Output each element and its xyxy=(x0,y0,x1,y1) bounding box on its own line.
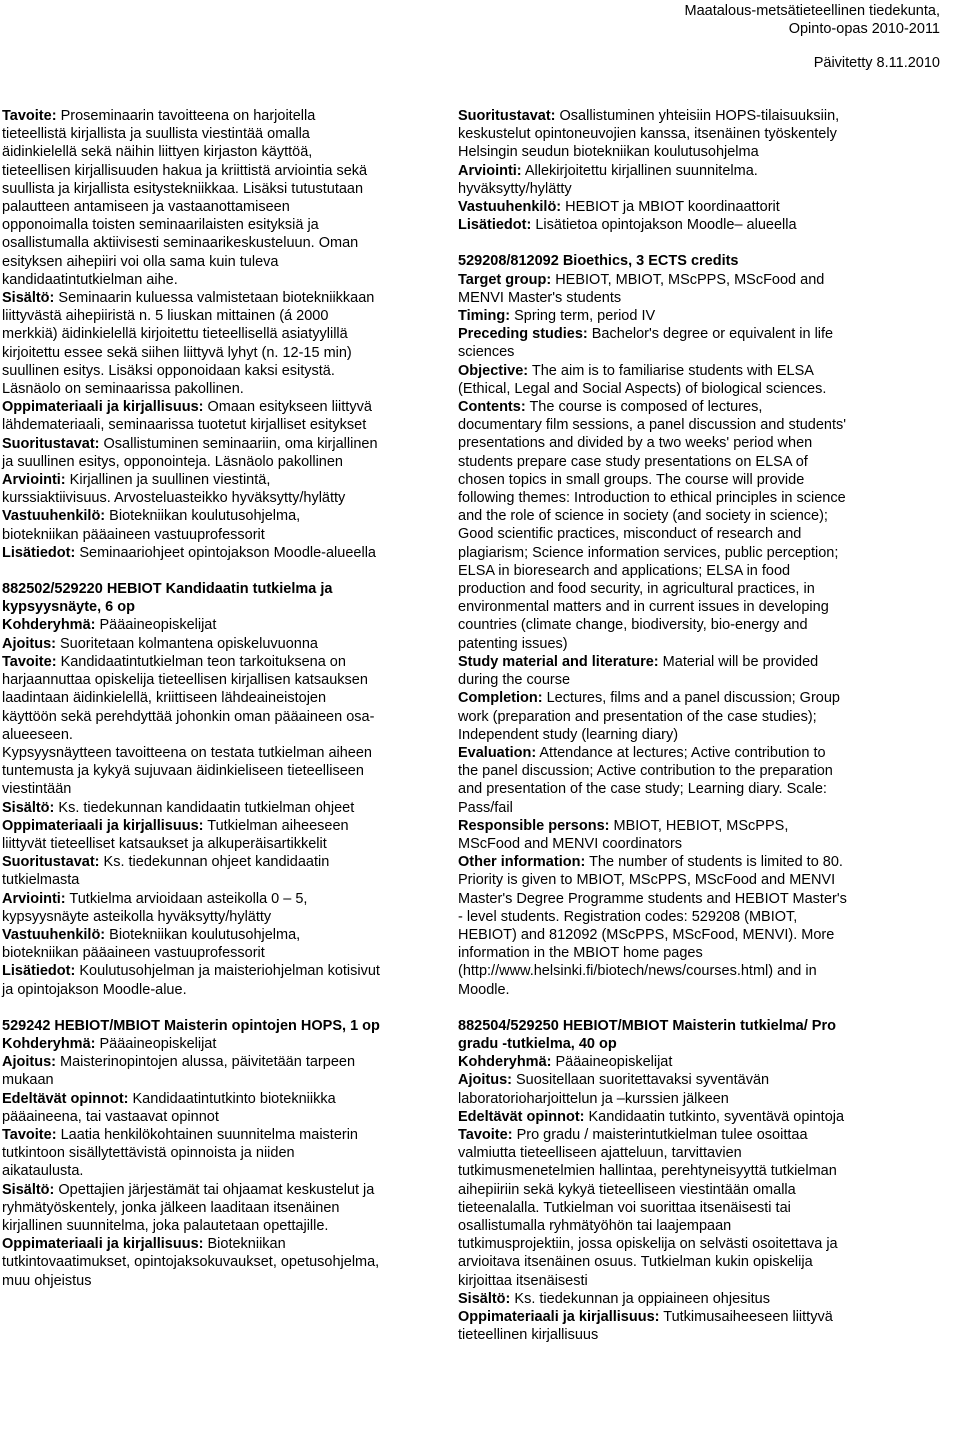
section-gap xyxy=(2,999,380,1017)
course-heading-text: 882504/529250 HEBIOT/MBIOT Maisterin tutkielma/ Pro gradu -tutkielma, 40 op xyxy=(458,1017,836,1052)
field-label: Oppimateriaali ja kirjallisuus: xyxy=(2,399,204,416)
field-text: Kirjallinen ja suullinen viestintä, kurssiaktiivisuus. Arvosteluasteikko hyväksytty/hylätty xyxy=(2,472,346,507)
field-paragraph xyxy=(458,143,848,161)
field-label: Kohderyhmä: xyxy=(2,617,96,634)
field-text: Attendance at lectures; Active contribution to the panel discussion; Active contribution to the preparation and presentation of the case study; Learning diary. Scale: Pass/fail xyxy=(458,744,833,816)
field-label: Sisältö: xyxy=(458,1290,511,1307)
course-heading xyxy=(458,1017,848,1053)
header-study-guide: Opinto-opas 2010-2011 xyxy=(788,21,940,37)
field-text: Material will be provided during the course xyxy=(458,653,819,689)
field-text: Pääaineopiskelijat xyxy=(555,1054,673,1071)
field-label: Evaluation: xyxy=(458,744,537,761)
field-text: Helsingin seudun biotekniikan koulutusohjelma xyxy=(458,144,759,161)
field-label: Oppimateriaali ja kirjallisuus: xyxy=(2,1236,204,1253)
left-column xyxy=(2,107,380,1290)
header-faculty: Maatalous-metsätieteellinen tiedekunta, xyxy=(684,3,940,19)
field-paragraph xyxy=(2,398,380,434)
field-label: Suoritustavat: xyxy=(458,108,556,124)
field-paragraph xyxy=(2,1035,380,1053)
field-text: Omaan esitykseen liittyvä lähdemateriaali, seminaarissa tuotetut kirjalliset esitykset xyxy=(2,399,372,434)
field-label: Completion: xyxy=(458,690,543,707)
field-text: Tutkielman aiheeseen liittyvät tieteelliset katsaukset ja alkuperäisartikkelit xyxy=(2,817,349,852)
field-label: Sisältö: xyxy=(2,290,55,307)
field-text: MBIOT, HEBIOT, MScPPS, MScFood and MENVI coordinators xyxy=(458,817,789,852)
field-text: Opettajien järjestämät tai ohjaamat keskustelut ja ryhmätyöskentely, jonka jälkeen laaditaan itsenäinen kirjallinen suunnitelma, joka palautetaan opettajille. xyxy=(2,1181,375,1234)
field-paragraph xyxy=(2,1090,380,1126)
field-paragraph xyxy=(2,471,380,507)
field-paragraph xyxy=(2,799,380,817)
field-text: HEBIOT ja MBIOT koordinaattorit xyxy=(565,199,780,216)
field-text: Pääaineopiskelijat xyxy=(99,617,217,634)
field-paragraph xyxy=(458,1108,848,1126)
field-label: Arviointi: xyxy=(2,890,66,907)
field-paragraph xyxy=(458,307,848,325)
field-paragraph xyxy=(458,1308,848,1344)
field-label: Target group: xyxy=(458,271,552,288)
section-gap xyxy=(458,999,848,1017)
field-text: The aim is to familiarise students with ELSA (Ethical, Legal and Social Aspects) of biological sciences. xyxy=(458,362,827,397)
field-paragraph xyxy=(2,744,380,799)
field-paragraph xyxy=(458,271,848,307)
field-text: Tutkielma arvioidaan asteikolla 0 – 5, kypsyysnäyte asteikolla hyväksytty/hylätty xyxy=(2,890,308,925)
field-text: Seminaariohjeet opintojakson Moodle-alueella xyxy=(79,544,376,561)
field-label: Vastuuhenkilö: xyxy=(2,926,106,943)
field-paragraph xyxy=(2,635,380,653)
field-paragraph xyxy=(2,962,380,998)
course-heading xyxy=(458,252,848,270)
field-text: Kypsyysnäytteen tavoitteena on testata tutkielman aiheen tuntemusta ja kykyä sujuvaan äidinkieliseen tieteelliseen viestintään xyxy=(2,744,372,798)
course-heading-text: 882502/529220 HEBIOT Kandidaatin tutkielma ja kypsyysnäyte, 6 op xyxy=(2,581,333,616)
header-updated: Päivitetty 8.11.2010 xyxy=(813,55,940,71)
field-paragraph xyxy=(458,853,848,999)
field-label: Vastuuhenkilö: xyxy=(458,199,562,216)
field-label: Edeltävät opinnot: xyxy=(2,1090,129,1107)
field-label: Tavoite: xyxy=(458,1126,513,1143)
field-label: Sisältö: xyxy=(2,1181,55,1198)
field-label: Study material and literature: xyxy=(458,653,659,670)
field-text: Suositellaan suoritettavaksi syventävän laboratorioharjoittelun ja –kurssien jälkeen xyxy=(458,1072,770,1107)
field-text: Ks. tiedekunnan kandidaatin tutkielman ohjeet xyxy=(58,799,355,816)
field-text: Seminaarin kuluessa valmistetaan biotekniikkaan liittyvästä aihepiiristä n. 5 liuskan mittainen (á 2000 merkkiä) äidinkielellä kirjoitettu tieteellisellä asiatyylillä kirjoitettu essee sekä siihen liittyvä lyhyt (n. 12-15 min) suullinen esitys. Lisäksi opponoidaan kaksi esitystä. Läsnäolo on seminaarissa pakollinen. xyxy=(2,290,375,398)
page-header xyxy=(684,2,940,72)
field-text: Biotekniikan koulutusohjelma, biotekniikan pääaineen vastuuprofessorit xyxy=(2,508,301,543)
field-text: The course is composed of lectures, documentary film sessions, a panel discussion and students' presentations and divided by a two weeks' period when students prepare case study presentations on ELSA of chosen topics in small groups. The course will provide following themes: Introduction to ethical principles in science and the role of science in society (and society in science); Good scientific practices, misconduct of research and plagiarism; Science information services, public perception; ELSA in bioresearch and applications; ELSA in food production and food security, in agricultural practices, in environmental matters and in current issues in developing countries (climate change, biodiversity, bio-energy and patenting issues) xyxy=(458,399,847,652)
field-paragraph xyxy=(458,325,848,361)
field-paragraph xyxy=(2,435,380,471)
field-paragraph xyxy=(2,289,380,398)
field-label: Lisätiedot: xyxy=(2,544,76,561)
field-label: Preceding studies: xyxy=(458,326,588,343)
field-paragraph xyxy=(458,1071,848,1107)
field-text: Suoritetaan kolmantena opiskeluvuonna xyxy=(60,635,318,652)
field-paragraph xyxy=(458,398,848,653)
field-label: Objective: xyxy=(458,362,529,379)
field-label: Lisätiedot: xyxy=(2,963,76,980)
field-paragraph xyxy=(2,926,380,962)
field-label: Tavoite: xyxy=(2,1126,57,1143)
field-text: Kandidaatin tutkinto, syventävä opintoja xyxy=(588,1108,845,1125)
field-paragraph xyxy=(2,107,380,289)
field-text: Osallistuminen yhteisiin HOPS-tilaisuuksiin, keskustelut opintoneuvojien kanssa, itsenäinen työskentely xyxy=(458,108,840,143)
field-label: Oppimateriaali ja kirjallisuus: xyxy=(2,817,204,834)
field-text: Lectures, films and a panel discussion; Group work (preparation and presentation of the case studies); Independent study (learning diary) xyxy=(458,690,840,743)
field-label: Tavoite: xyxy=(2,653,57,670)
field-paragraph xyxy=(2,890,380,926)
field-paragraph xyxy=(458,689,848,744)
field-label: Kohderyhmä: xyxy=(2,1035,96,1052)
field-label: Timing: xyxy=(458,308,511,325)
field-text: Pääaineopiskelijat xyxy=(99,1035,217,1052)
field-label: Vastuuhenkilö: xyxy=(2,508,106,525)
section-gap xyxy=(2,562,380,580)
field-text: Ks. tiedekunnan ja oppiaineen ohjesitus xyxy=(514,1290,770,1307)
field-text: Biotekniikan tutkintovaatimukset, opintojaksokuvaukset, opetusohjelma, muu ohjeistus xyxy=(2,1236,380,1289)
field-label: Lisätiedot: xyxy=(458,217,532,234)
field-paragraph xyxy=(2,653,380,744)
field-text: Koulutusohjelman ja maisteriohjelman kotisivut ja opintojakson Moodle-alue. xyxy=(2,963,380,998)
field-label: Tavoite: xyxy=(2,108,57,124)
field-paragraph xyxy=(458,1053,848,1071)
field-paragraph xyxy=(458,817,848,853)
field-label: Oppimateriaali ja kirjallisuus: xyxy=(458,1309,660,1325)
course-heading-text: 529208/812092 Bioethics, 3 ECTS credits xyxy=(458,253,739,270)
field-paragraph xyxy=(458,162,848,198)
course-heading xyxy=(2,1017,380,1035)
field-label: Contents: xyxy=(458,399,526,416)
field-text: The number of students is limited to 80. Priority is given to MBIOT, MScPPS, MScFood and MENVI Master's Degree Programme students and HEBIOT Master's - level students. Registration codes: 529208 (MBIOT, HEBIOT) and 812092 (MScPPS, MScFood, MENVI). More information in the MBIOT home pages (http://www.helsinki.fi/biotech/news/courses.html) and in Moodle. xyxy=(458,854,847,998)
field-label: Sisältö: xyxy=(2,799,55,816)
field-paragraph xyxy=(2,1053,380,1089)
field-text: Osallistuminen seminaariin, oma kirjallinen ja suullinen esitys, opponointeja. Läsnäolo pakollinen xyxy=(2,435,378,470)
field-paragraph xyxy=(2,1181,380,1236)
field-text: Laatia henkilökohtainen suunnitelma maisterin tutkintoon sisällytettävistä opinnoista ja niiden aikataulusta. xyxy=(2,1126,358,1180)
field-paragraph xyxy=(458,362,848,398)
course-heading xyxy=(2,580,380,616)
field-label: Suoritustavat: xyxy=(2,854,100,871)
field-paragraph xyxy=(458,744,848,817)
field-text: Maisterinopintojen alussa, päivitetään tarpeen mukaan xyxy=(2,1054,356,1089)
field-text: Bachelor's degree or equivalent in life sciences xyxy=(458,326,834,361)
field-paragraph xyxy=(458,107,848,143)
field-label: Kohderyhmä: xyxy=(458,1054,552,1071)
field-paragraph xyxy=(2,544,380,562)
field-text: Pro gradu / maisterintutkielman tulee osoittaa valmiutta tieteelliseen ajatteluun, tarvittavien tutkimusmenetelmien hallintaa, perehtyneisyyttä tutkielman aihepiiriin sekä kykyä tieteelliseen viestintään omalla tieteenalalla. Tutkielman voi suorittaa itsenäisesti tai osallistumalla ryhmätyöhön tai laajempaan tutkimusprojektiin, jossa opiskelija on selvästi osoitettava ja arvioitava itsenäinen osuus. Tutkielman kukin opiskelija kirjoittaa itsenäisesti xyxy=(458,1126,838,1289)
section-gap xyxy=(458,234,848,252)
field-text: HEBIOT, MBIOT, MScPPS, MScFood and MENVI Master's students xyxy=(458,271,825,306)
field-label: Arviointi: xyxy=(2,472,66,489)
field-paragraph xyxy=(2,616,380,634)
field-label: Responsible persons: xyxy=(458,817,610,834)
field-label: Suoritustavat: xyxy=(2,435,100,452)
field-paragraph xyxy=(2,853,380,889)
field-paragraph xyxy=(2,817,380,853)
course-heading-text: 529242 HEBIOT/MBIOT Maisterin opintojen HOPS, 1 op xyxy=(2,1017,380,1034)
field-text: Spring term, period IV xyxy=(514,308,656,325)
field-paragraph xyxy=(458,653,848,689)
field-label: Other information: xyxy=(458,854,586,871)
field-label: Edeltävät opinnot: xyxy=(458,1108,585,1125)
field-paragraph xyxy=(458,198,848,216)
field-label: Ajoitus: xyxy=(2,635,56,652)
field-paragraph xyxy=(458,216,848,234)
field-label: Arviointi: xyxy=(458,162,522,179)
field-paragraph xyxy=(458,1290,848,1308)
field-text: Allekirjoitettu kirjallinen suunnitelma. hyväksytty/hylätty xyxy=(458,162,758,197)
field-text: Proseminaarin tavoitteena on harjoitella tieteellistä kirjallista ja suullista viestintää omalla äidinkielellä sekä näihin liittyen kirjaston käyttöä, tieteellisen kirjallisuuden hakua ja kriittistä arviointia sekä suullista ja kirjallista esitystekniikkaa. Lisäksi tutustutaan palautteen antamiseen ja vastaanottamiseen opponoimalla toisten seminaarilaisten esityksiä ja osallistumalla aktiivisesti seminaarikeskusteluun. Oman esityksen aihepiiri voi olla sama kuin tuleva kandidaatintutkielman aihe. xyxy=(2,108,368,288)
field-label: Ajoitus: xyxy=(2,1054,56,1071)
field-text: Ks. tiedekunnan ohjeet kandidaatin tutkielmasta xyxy=(2,854,330,889)
field-text: Biotekniikan koulutusohjelma, biotekniikan pääaineen vastuuprofessorit xyxy=(2,926,301,962)
field-paragraph xyxy=(2,1235,380,1290)
right-column xyxy=(458,107,848,1344)
field-text: Kandidaatintutkielman teon tarkoituksena on harjaannuttaa opiskelija tieteellisen kirjallisen katsauksen laadintaan äidinkielellä, kriittiseen lähdeaineistojen käyttöön sekä perehdyttää johonkin oman pääaineen osa-alueeseen. xyxy=(2,653,375,743)
field-text: Tutkimusaiheeseen liittyvä tieteellinen kirjallisuus xyxy=(458,1309,833,1344)
field-paragraph xyxy=(458,1126,848,1290)
field-label: Ajoitus: xyxy=(458,1072,512,1089)
field-text: Lisätietoa opintojakson Moodle– alueella xyxy=(535,217,797,234)
field-text: Kandidaatintutkinto biotekniikka pääaineena, tai vastaavat opinnot xyxy=(2,1090,336,1125)
field-paragraph xyxy=(2,507,380,543)
field-paragraph xyxy=(2,1126,380,1181)
